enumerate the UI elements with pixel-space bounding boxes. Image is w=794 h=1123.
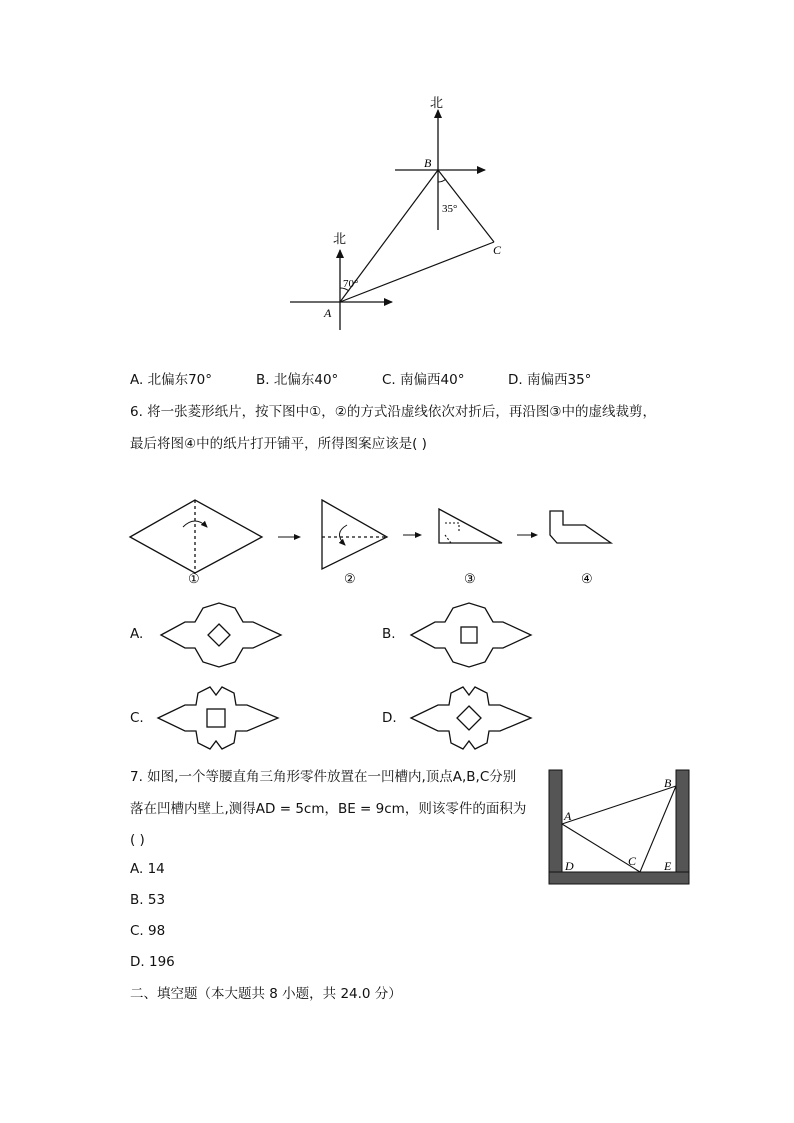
q7-option-a[interactable]	[130, 863, 165, 877]
segment-ac	[340, 242, 494, 302]
q7-stem-line3: ( )	[130, 832, 145, 848]
option-letter: D.	[508, 372, 523, 388]
center-diamond-hole	[208, 624, 230, 646]
groove-bottom	[549, 872, 689, 884]
center-square-hole	[207, 709, 225, 727]
step4-shape	[550, 511, 611, 543]
q5-option-d[interactable]	[508, 374, 591, 388]
option-letter: B.	[130, 892, 144, 908]
q6-option-c-figure[interactable]	[150, 683, 285, 753]
option-text: 98	[148, 923, 166, 939]
cross-pattern-shape	[161, 603, 281, 667]
step3-cut-line	[445, 523, 459, 533]
q6-stem-line2: 最后将图④中的纸片打开铺平，所得图案应该是( )	[130, 436, 427, 452]
north-label-top: 北	[430, 95, 444, 110]
option-text: 南偏西40°	[400, 372, 465, 388]
q6-option-d-figure[interactable]	[403, 683, 538, 753]
groove-right-wall	[676, 770, 689, 884]
q5-compass-figure	[280, 90, 510, 335]
q7-stem-line2: 落在凹槽内壁上,测得AD = 5cm，BE = 9cm，则该零件的面积为	[130, 801, 527, 817]
center-diamond-hole	[457, 706, 481, 730]
option-text: 南偏西35°	[526, 372, 592, 388]
q7-groove-figure	[546, 766, 694, 888]
step2-label: ②	[344, 571, 356, 586]
q5-option-c[interactable]	[382, 374, 464, 388]
q6-folding-steps-figure	[125, 495, 625, 587]
point-e-label: E	[664, 859, 672, 873]
north-label-bottom: 北	[333, 231, 347, 246]
option-letter: C.	[382, 372, 396, 388]
option-text: 北偏东70°	[147, 372, 213, 388]
q6-option-d-letter[interactable]: D.	[382, 710, 397, 726]
point-c-label: C	[628, 854, 637, 868]
option-letter: B.	[256, 372, 270, 388]
step2-fold-arrow	[339, 525, 347, 545]
step1-rhombus	[130, 500, 262, 573]
q7-option-d[interactable]	[130, 956, 175, 970]
q6-option-a-letter[interactable]: A.	[130, 626, 144, 642]
step4-label: ④	[581, 571, 593, 586]
q5-option-a[interactable]	[130, 374, 212, 388]
angle-b-label: 35°	[442, 203, 458, 215]
option-text: 14	[147, 861, 165, 877]
q6-option-b-figure[interactable]	[403, 600, 538, 670]
step3-label: ③	[464, 571, 476, 586]
option-letter: C.	[130, 923, 144, 939]
groove-left-wall	[549, 770, 562, 884]
point-b-label: B	[424, 156, 432, 170]
q6-option-c-letter[interactable]: C.	[130, 710, 144, 726]
option-letter: A.	[130, 372, 144, 388]
option-text: 196	[148, 954, 175, 970]
q5-option-b[interactable]	[256, 374, 338, 388]
q7-stem-line1: 7. 如图,一个等腰直角三角形零件放置在一凹槽内,顶点A,B,C分别	[130, 769, 517, 785]
step3-cut-line-2	[445, 535, 451, 543]
cross-pattern-shape	[411, 603, 531, 667]
groove-inner	[562, 770, 676, 872]
angle-a-label: 70°	[343, 278, 359, 290]
q6-stem-line1: 6. 将一张菱形纸片，按下图中①，②的方式沿虚线依次对折后，再沿图③中的虚线裁剪，	[130, 404, 656, 420]
q6-option-a-figure[interactable]	[153, 600, 288, 670]
option-text: 北偏东40°	[273, 372, 339, 388]
step3-triangle	[439, 509, 502, 543]
point-c-label: C	[493, 243, 502, 257]
option-letter: D.	[130, 954, 145, 970]
q6-option-b-letter[interactable]: B.	[382, 626, 396, 642]
q7-option-c[interactable]	[130, 925, 165, 939]
step2-triangle	[322, 500, 387, 569]
point-b-label: B	[664, 776, 672, 790]
center-square-hole	[461, 627, 477, 643]
option-text: 53	[147, 892, 166, 908]
section2-title: 二、填空题（本大题共 8 小题，共 24.0 分）	[130, 986, 402, 1002]
q7-option-b[interactable]	[130, 894, 165, 908]
point-a-label: A	[324, 306, 332, 320]
point-a-label: A	[564, 809, 572, 823]
step1-label: ①	[188, 571, 200, 586]
option-letter: A.	[130, 861, 144, 877]
angle-arc-b	[438, 179, 446, 182]
cross-pattern-shape	[411, 687, 531, 749]
point-d-label: D	[565, 859, 574, 873]
cross-pattern-shape	[158, 687, 278, 749]
